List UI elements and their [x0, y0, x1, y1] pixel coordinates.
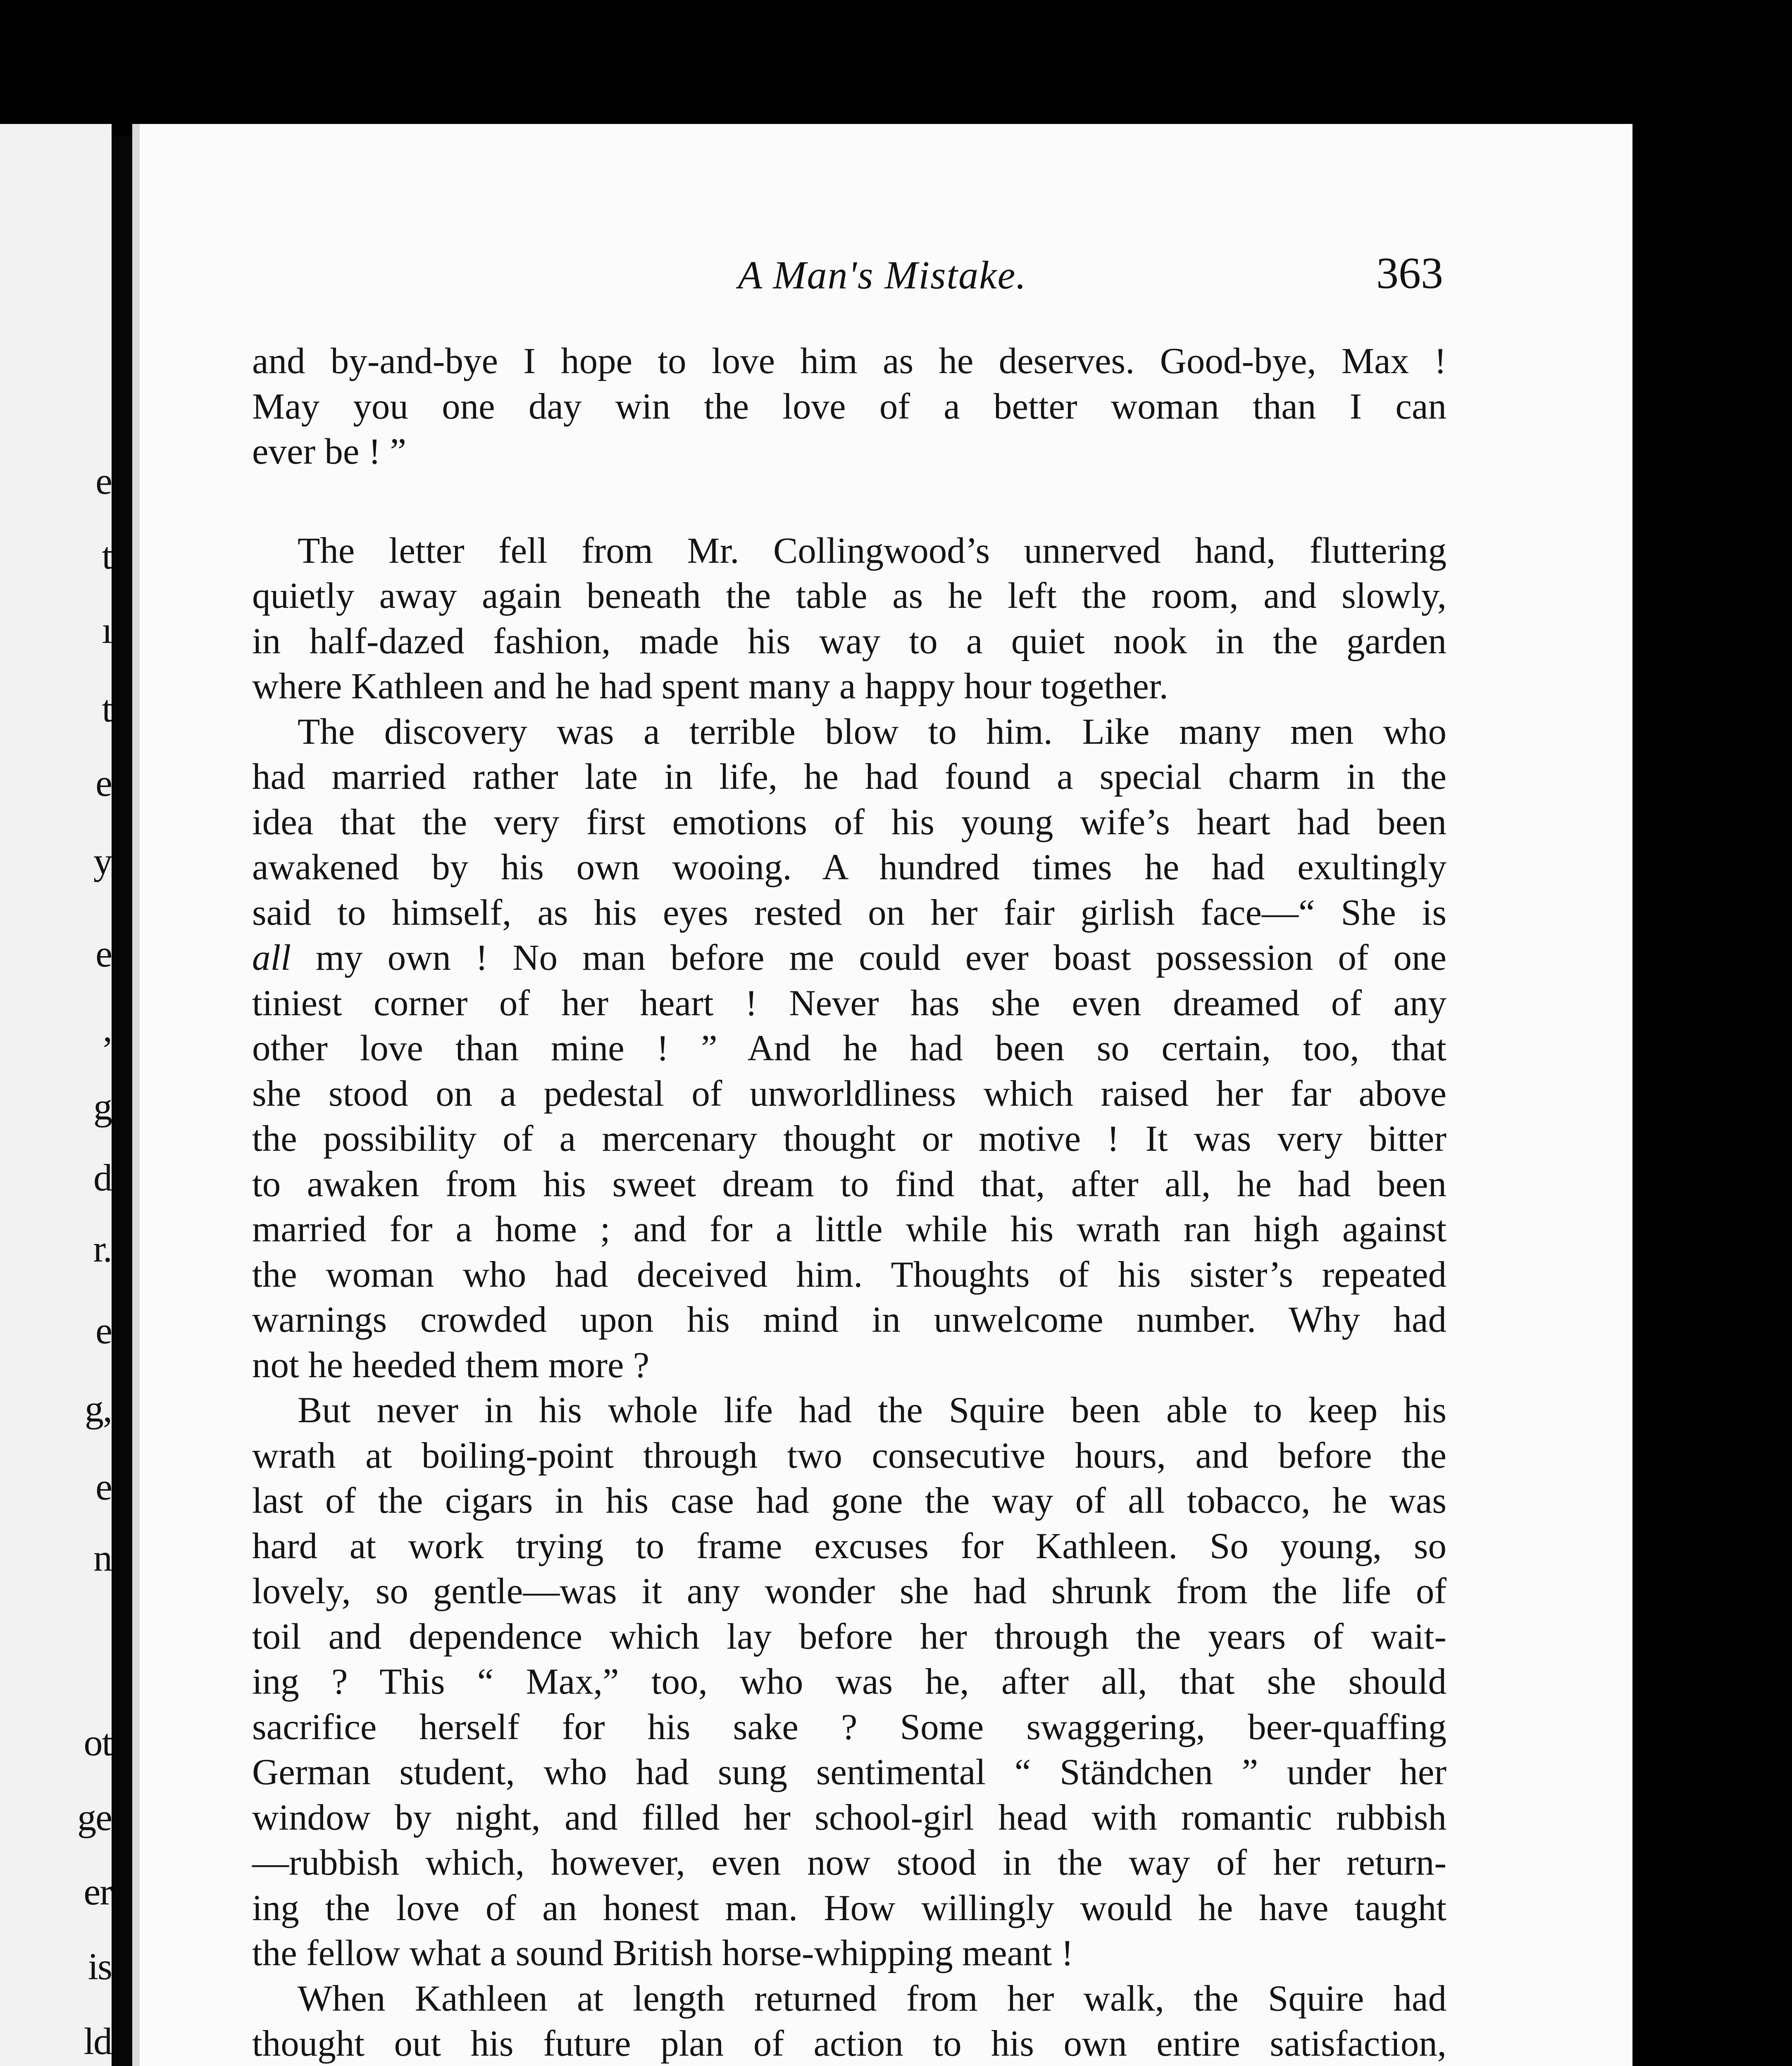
text-line: ever be ! ” — [252, 431, 407, 472]
text-line: the fellow what a sound British horse-whipping meant ! — [252, 1933, 1074, 1973]
text-line: toil and dependence which lay before her through the years of wait- — [252, 1616, 1446, 1657]
text-line: When Kathleen at length returned from her walk, the Squire had — [298, 1978, 1446, 2019]
text-line: May you one day win the love of a better woman than I can — [252, 386, 1446, 427]
text-line: not he heeded them more ? — [252, 1345, 650, 1385]
facing-page-text-fragment: e — [95, 1466, 112, 1508]
text-line: quietly away again beneath the table as he left the room, and slowly, — [252, 576, 1446, 616]
facing-page-text-fragment: ot — [83, 1721, 112, 1764]
text-line: tiniest corner of her heart ! Never has she even dreamed of any — [252, 983, 1446, 1023]
facing-page-text-fragment: g, — [85, 1387, 112, 1430]
text-line: idea that the very first emotions of his young wife’s heart had been — [252, 802, 1446, 843]
facing-page-fragment — [0, 124, 112, 2066]
text-line: to awaken from his sweet dream to find that, after all, he had been — [252, 1164, 1446, 1204]
text-line: The discovery was a terrible blow to him. Like many men who — [298, 711, 1446, 752]
text-line: But never in his whole life had the Squire been able to keep his — [298, 1390, 1446, 1430]
running-title: A Man's Mistake. — [738, 253, 1027, 297]
text-line: wrath at boiling-point through two consecutive hours, and before the — [252, 1435, 1446, 1476]
text-line: and by-and-bye I hope to love him as he deserves. Good-bye, Max ! — [252, 341, 1446, 381]
facing-page-text-fragment: d — [93, 1156, 112, 1199]
facing-page-text-fragment: r. — [93, 1227, 112, 1270]
facing-page-text-fragment: er — [83, 1871, 112, 1913]
page-edge — [132, 124, 140, 2066]
facing-page-text-fragment: e — [95, 762, 112, 805]
facing-page-text-fragment: g — [93, 1085, 112, 1128]
facing-page-text-fragment: t — [102, 534, 112, 577]
text-line: in half-dazed fashion, made his way to a quiet nook in the garden — [252, 621, 1446, 662]
facing-page-text-fragment: n — [93, 1537, 112, 1579]
text-line: sacrifice herself for his sake ? Some swaggering, beer-quaffing — [252, 1707, 1446, 1747]
book-page — [132, 124, 1632, 2066]
paragraph-gap — [252, 475, 1446, 528]
facing-page-text-fragment: , — [103, 1007, 112, 1050]
facing-page-text-fragment: t — [102, 687, 112, 730]
facing-page-text-fragment: ı — [102, 609, 112, 652]
text-line: the possibility of a mercenary thought or motive ! It was very bitter — [252, 1119, 1446, 1159]
facing-page-text-fragment: y — [93, 840, 112, 883]
text-line: The letter fell from Mr. Collingwood’s unnerved hand, fluttering — [298, 530, 1446, 571]
text-line: ing ? This “ Max,” too, who was he, after all, that she should — [252, 1661, 1446, 1702]
text-line: the woman who had deceived him. Thoughts of his sister’s repeated — [252, 1254, 1446, 1295]
facing-page-text-fragment: e — [95, 1309, 112, 1352]
text-line: she stood on a pedestal of unworldliness which raised her far above — [252, 1073, 1446, 1114]
text-line — [252, 935, 1446, 981]
facing-page-text-fragment: ge — [77, 1796, 112, 1838]
text-line: awakened by his own wooing. A hundred times he had exultingly — [252, 847, 1446, 888]
facing-page-text-fragment: e — [95, 460, 112, 502]
text-line: other love than mine ! ” And he had been so certain, too, that — [252, 1028, 1446, 1069]
text-line: German student, who had sung sentimental “ Ständchen ” under her — [252, 1752, 1446, 1792]
page-body-text — [252, 339, 1446, 2066]
text-line: —rubbish which, however, even now stood in the way of her return- — [252, 1842, 1446, 1883]
text-line: thought out his future plan of action to his own entire satisfaction, — [252, 2023, 1446, 2064]
text-line: last of the cigars in his case had gone the way of all tobacco, he was — [252, 1480, 1446, 1521]
text-line: lovely, so gentle—was it any wonder she had shrunk from the life of — [252, 1571, 1446, 1611]
text-line: married for a home ; and for a little while his wrath ran high against — [252, 1209, 1446, 1250]
page-number: 363 — [1376, 249, 1443, 298]
text-line: said to himself, as his eyes rested on her fair girlish face—“ She is — [252, 892, 1446, 933]
facing-page-text-fragment: is — [88, 1945, 112, 1987]
text-line: where Kathleen and he had spent many a happy hour together. — [252, 666, 1168, 707]
text-line: had married rather late in life, he had found a special charm in the — [252, 757, 1446, 797]
text-run: my own ! No man before me could ever boast possession of one — [291, 938, 1446, 978]
text-line: warnings crowded upon his mind in unwelcome number. Why had — [252, 1300, 1446, 1340]
text-line: hard at work trying to frame excuses for Kathleen. So young, so — [252, 1526, 1446, 1566]
facing-page-text-fragment: e — [95, 933, 112, 975]
italic-word: all — [252, 938, 291, 978]
text-line: window by night, and filled her school-girl head with romantic rubbish — [252, 1797, 1446, 1838]
facing-page-text-fragment: ld — [83, 2020, 112, 2062]
text-line: ing the love of an honest man. How willingly would he have taught — [252, 1887, 1446, 1928]
